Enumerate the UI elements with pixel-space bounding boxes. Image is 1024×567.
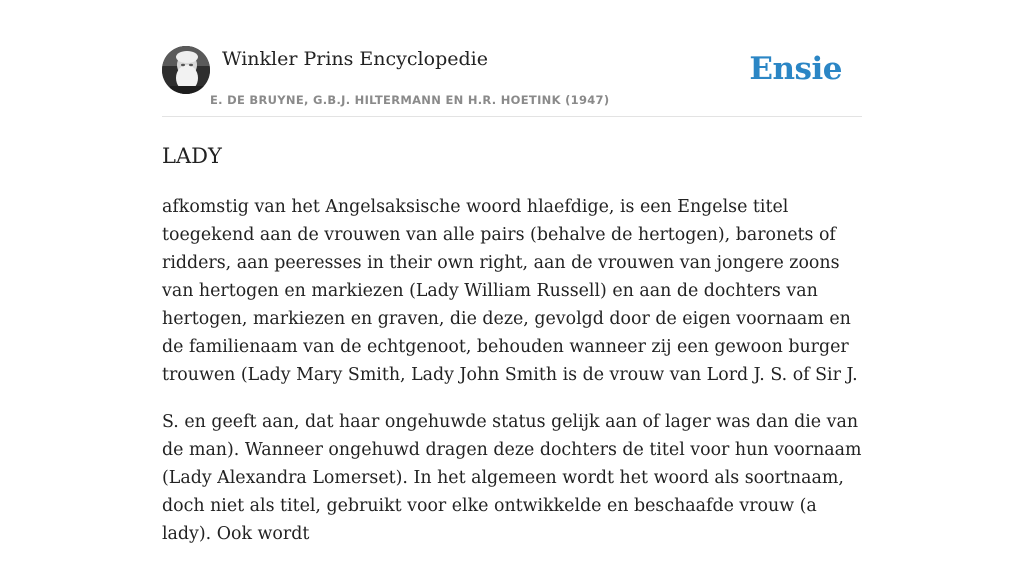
article-paragraph: S. en geeft aan, dat haar ongehuwde status gelijk aan of lager was dan die van de man). Wanneer ongehuwd dragen deze dochters de titel voor hun voornaam (Lady Alexandra Lomerset). In het algemeen wordt het woord als soortnaam, doch niet als titel, gebruikt voor elke ontwikkelde en beschaafde vrouw (a lady). Ook wordt [162, 412, 862, 544]
avatar[interactable] [162, 46, 210, 94]
page [162, 0, 862, 567]
article-body [162, 193, 862, 548]
source-header [162, 0, 862, 117]
article-title: LADY [162, 144, 222, 168]
source-authors: E. DE BRUYNE, G.B.J. HILTERMANN EN H.R. HOETINK (1947) [210, 93, 610, 107]
portrait-photo-icon [162, 46, 210, 94]
article-paragraph: afkomstig van het Angelsaksische woord hlaefdige, is een Engelse titel toegekend aan de vrouwen van alle pairs (behalve de hertogen), baronets of ridders, aan peeresses in their own right, aan de vrouwen van jongere zoons van hertogen en markiezen (Lady William Russell) en aan de dochters van hertogen, markiezen en graven, die deze, gevolgd door de eigen voornaam en de familienaam van de echtgenoot, behouden wanneer zij een gewoon burger trouwen (Lady Mary Smith, Lady John Smith is de vrouw van Lord J. S. of Sir J. [162, 197, 858, 385]
source-title[interactable]: Winkler Prins Encyclopedie [222, 48, 488, 70]
ensie-logo[interactable]: Ensie [749, 51, 842, 87]
